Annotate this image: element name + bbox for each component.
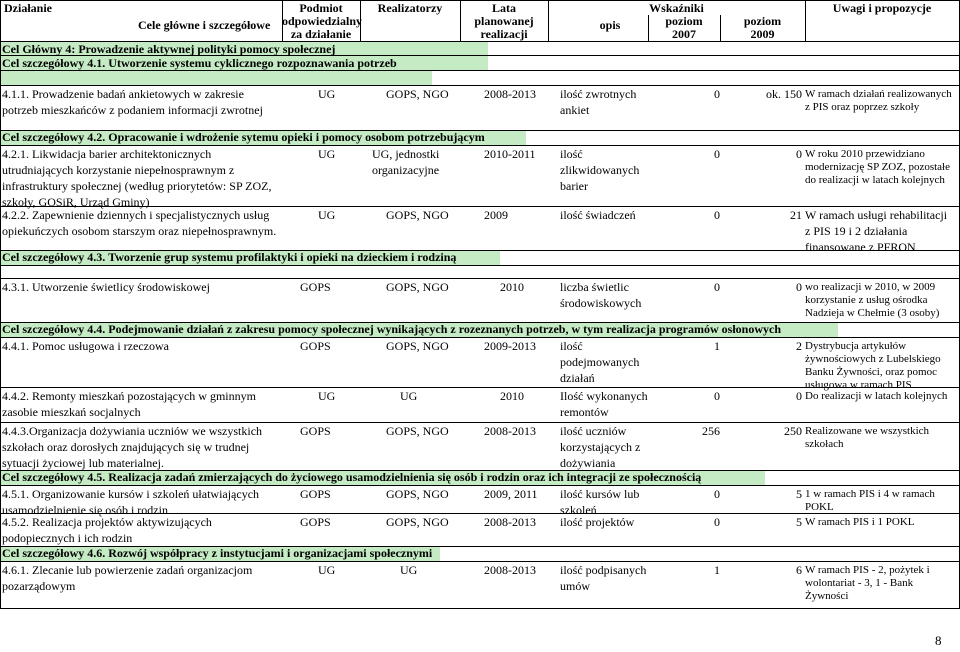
row-443-p2009: 250 (784, 424, 802, 438)
row-431-p2007: 0 (714, 280, 720, 294)
goal-4-1: Cel szczegółowy 4.1. Utworzenie systemu cyklicznego rozpoznawania potrzeb (2, 56, 397, 70)
row-443-lata: 2008-2013 (484, 424, 536, 438)
row-452-action: 4.5.2. Realizacja projektów aktywizujących podopiecznych i ich rodzin (2, 515, 212, 545)
row-442-p2009: 0 (796, 389, 802, 403)
row-431-realizatorzy: GOPS, NGO (386, 280, 449, 294)
row-443-action: 4.4.3.Organizacja dożywiania uczniów we wszystkich szkołach oraz dorosłych znajdujących się w trudnej sytuacji życiowej lub materialnej. (2, 424, 263, 470)
row-441-podmiot: GOPS (300, 339, 331, 353)
row-422-realizatorzy: GOPS, NGO (386, 208, 449, 222)
goal-4-3: Cel szczegółowy 4.3. Tworzenie grup systemu profilaktyki i opieki na dzieckiem i rodziną (2, 250, 457, 264)
row-443-opis: ilość uczniów korzystających z dożywiania (560, 424, 641, 470)
row-442-opis: Ilość wykonanych remontów (560, 389, 648, 419)
header-lata-2: planowanej (474, 14, 534, 28)
row-451-realizatorzy: GOPS, NGO (386, 487, 449, 501)
header-dzialanie: Działanie (4, 1, 52, 15)
row-421-opis: ilość zlikwidowanych barier (560, 147, 640, 193)
row-421-lata: 2010-2011 (484, 147, 536, 161)
header-opis: opis (599, 18, 621, 32)
row-451-p2007: 0 (714, 487, 720, 501)
highlight-goal41 (0, 70, 432, 85)
row-422-lata: 2009 (484, 208, 508, 222)
row-422-action: 4.2.2. Zapewnienie dziennych i specjalistycznych usług opiekuńczych osobom starszym oraz niepełnosprawnym. (2, 208, 277, 238)
row-411-p2009: ok. 150 (766, 87, 802, 101)
row-431-opis: liczba świetlic środowiskowych (560, 280, 642, 310)
row-452-opis: ilość projektów (560, 515, 635, 529)
row-422-p2007: 0 (714, 208, 720, 222)
row-451-action: 4.5.1. Organizowanie kursów i szkoleń ułatwiających usamodzielnienie się osób i rodzin (2, 487, 260, 517)
header-poziom-2009: poziom (743, 14, 782, 28)
row-442-uwagi: Do realizacji w latach kolejnych (805, 390, 948, 402)
row-461-realizatorzy: UG (400, 563, 418, 577)
row-422-opis: ilość świadczeń (560, 208, 636, 222)
row-411-action: 4.1.1. Prowadzenie badań ankietowych w zakresie potrzeb mieszkańców z podaniem informacji zwrotnej (2, 87, 263, 117)
row-441-lata: 2009-2013 (484, 339, 536, 353)
row-431-uwagi: wo realizacji w 2010, w 2009 korzystanie z usług ośrodka Nadzieja w Chełmie (3 osoby) (805, 281, 940, 319)
row-461-uwagi: W ramach PIS - 2, pożytek i wolontariat - 3, 1 - Bank Żywności (805, 564, 930, 602)
row-443-p2007: 256 (702, 424, 720, 438)
header-lata-3: realizacji (480, 27, 528, 41)
row-441-uwagi: Dystrybucja artykułów żywnościowych z Lubelskiego Banku Żywności, oraz pomoc usługowa w ramach PIS (805, 340, 941, 391)
header-poziom-2007: poziom (665, 14, 703, 28)
row-411-lata: 2008-2013 (484, 87, 536, 101)
row-441-action: 4.4.1. Pomoc usługowa i rzeczowa (2, 339, 169, 353)
row-422-uwagi: W ramach usługi rehabilitacji z PIS 19 i 2 działania finansowane z PFRON (805, 208, 948, 254)
row-422-p2009: 21 (790, 208, 802, 222)
row-451-p2009: 5 (796, 487, 802, 501)
row-461-podmiot: UG (318, 563, 336, 577)
row-421-realizatorzy: UG, jednostki organizacyjne (372, 147, 440, 177)
row-461-p2007: 1 (714, 563, 720, 577)
row-411-realizatorzy: GOPS, NGO (386, 87, 449, 101)
row-421-uwagi: W roku 2010 przewidziano modernizację SP ZOZ, pozostałe do realizacji w latach kolejnych (805, 148, 950, 186)
row-443-uwagi: Realizowane we wszystkich szkołach (805, 425, 930, 450)
header-lata: Lata (492, 1, 516, 15)
row-421-p2007: 0 (714, 147, 720, 161)
row-442-action: 4.4.2. Remonty mieszkań pozostających w gminnym zasobie mieszkań socjalnych (2, 389, 256, 419)
row-441-realizatorzy: GOPS, NGO (386, 339, 449, 353)
row-411-opis: ilość zwrotnych ankiet (560, 87, 637, 117)
goal-4-6: Cel szczegółowy 4.6. Rozwój współpracy z instytucjami i organizacjami społecznymi (2, 546, 433, 560)
row-421-action: 4.2.1. Likwidacja barier architektonicznych utrudniających korzystanie niepełnosprawnym z infrastruktury społecznej (według priorytetów: SP ZOZ, szkoły, GOSiR, Urząd Gminy) (2, 147, 272, 209)
row-441-p2009: 2 (796, 339, 802, 353)
row-461-action: 4.6.1. Zlecanie lub powierzenie zadań organizacjom pozarządowym (2, 563, 253, 593)
row-461-p2009: 6 (796, 563, 802, 577)
row-431-podmiot: GOPS (300, 280, 331, 294)
row-442-p2007: 0 (714, 389, 720, 403)
row-443-podmiot: GOPS (300, 424, 331, 438)
row-431-lata: 2010 (500, 280, 524, 294)
goal-4-2: Cel szczegółowy 4.2. Opracowanie i wdrożenie sytemu opieki i pomocy osobom potrzebującym (2, 130, 485, 144)
goal-4-5: Cel szczegółowy 4.5. Realizacja zadań zmierzających do życiowego usamodzielnienia się osób i rodzin oraz ich integracji ze społecznością (2, 470, 702, 484)
row-451-podmiot: GOPS (300, 487, 331, 501)
header-poziom-2007-year: 2007 (672, 27, 696, 41)
header-cele: Cele główne i szczegółowe (138, 18, 271, 32)
row-441-opis: ilość podejmowanych działań (560, 339, 640, 385)
row-461-opis: ilość podpisanych umów (560, 563, 647, 593)
row-442-realizatorzy: UG (400, 389, 418, 403)
header-realizatorzy: Realizatorzy (377, 1, 443, 15)
goal-4-4: Cel szczegółowy 4.4. Podejmowanie działań z zakresu pomocy społecznej wynikających z rozeznanych potrzeb, w tym realizacja programów osłonowych (2, 322, 781, 336)
row-452-realizatorzy: GOPS, NGO (386, 515, 449, 529)
header-podmiot: Podmiot (299, 1, 343, 15)
row-411-podmiot: UG (318, 87, 336, 101)
header-podmiot-3: za działanie (290, 27, 352, 41)
page-number: 8 (935, 633, 942, 648)
header-wskazniki: Wskaźniki (649, 1, 704, 15)
row-411-uwagi: W ramach działań realizowanych z PIS oraz poprzez szkoły (805, 88, 952, 113)
row-452-p2007: 0 (714, 515, 720, 529)
row-451-uwagi: 1 w ramach PIS i 4 w ramach POKL (805, 488, 935, 513)
row-411-p2007: 0 (714, 87, 720, 101)
header-podmiot-2: odpowiedzialny (282, 14, 363, 28)
row-442-podmiot: UG (318, 389, 336, 403)
header-uwagi: Uwagi i propozycje (832, 1, 932, 15)
goal-main-4: Cel Główny 4: Prowadzenie aktywnej polityki pomocy społecznej (2, 42, 336, 56)
row-452-lata: 2008-2013 (484, 515, 536, 529)
row-421-p2009: 0 (796, 147, 802, 161)
row-452-p2009: 5 (796, 515, 802, 529)
row-441-p2007: 1 (714, 339, 720, 353)
row-451-opis: ilość kursów lub szkoleń (560, 487, 640, 517)
row-452-uwagi: W ramach PIS i 1 POKL (805, 516, 915, 528)
row-452-podmiot: GOPS (300, 515, 331, 529)
row-431-p2009: 0 (796, 280, 802, 294)
row-442-lata: 2010 (500, 389, 524, 403)
row-461-lata: 2008-2013 (484, 563, 536, 577)
row-421-podmiot: UG (318, 147, 336, 161)
row-422-podmiot: UG (318, 208, 336, 222)
row-431-action: 4.3.1. Utworzenie świetlicy środowiskowej (2, 280, 210, 294)
header-poziom-2009-year: 2009 (750, 27, 775, 41)
row-443-realizatorzy: GOPS, NGO (386, 424, 449, 438)
row-451-lata: 2009, 2011 (484, 487, 538, 501)
